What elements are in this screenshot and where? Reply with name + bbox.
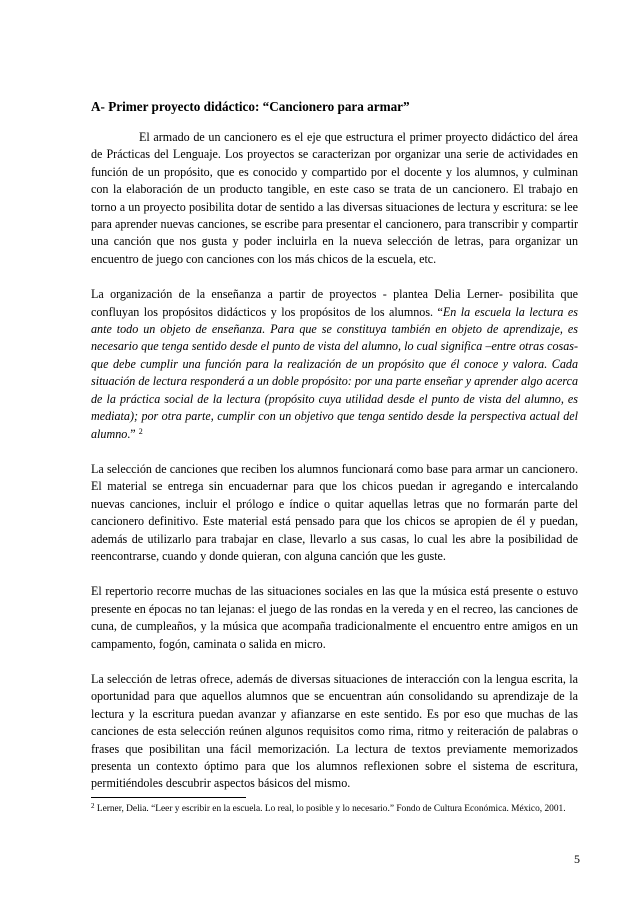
quote-italic-text: En la escuela la lectura es ante todo un objeto de enseñanza. Para que se constituya también en objeto de aprendizaje, es necesario que tenga sentido desde el punto de vista del alumno, lo cual significa –entre otras cosas- que debe cumplir una función para la realización de un propósito que él conoce y valora. Cada situación de lectura responderá a un doble propósito: por una parte enseñar y aprender algo acerca de la práctica social de la lectura (propósito cuya utilidad desde el punto de vista del alumno, es mediata); por otra parte, cumplir con un objetivo que tenga sentido desde la perspectiva actual del alumno — [91, 304, 578, 441]
footnote-separator — [91, 797, 246, 798]
paragraph-project-intro: El armado de un cancionero es el eje que estructura el primer proyecto didáctico del área de Prácticas del Lenguaje. Los proyectos se caracterizan por organizar una serie de actividades en función de un propósito, que es conocido y compartido por el docente y los alumnos, y culminan con la elaboración de un producto tangible, en este caso se trata de un cancionero. El trabajo en torno a un proyecto posibilita dotar de sentido a las diversas situaciones de lectura y escritura: se lee para aprender nuevas canciones, se escribe para presentar el cancionero, para transcribir y compartir una canción que nos gusta y poder incluirla en la nueva selección de letras, para organizar un encuentro de juego con canciones con los más chicos de la escuela, etc. — [91, 130, 578, 266]
footnote-text: Lerner, Delia. “Leer y escribir en la escuela. Lo real, lo posible y lo necesario.” Fondo de Cultura Económica. México, 2001. — [94, 804, 566, 814]
page-number: 5 — [574, 852, 580, 866]
quote-closing: .” — [127, 426, 139, 441]
quote-intro-text: La organización de la enseñanza a partir de proyectos - plantea Delia Lerner- posibilita que confluyan los propósitos didácticos y los propósitos de los alumnos. “ — [91, 287, 578, 319]
paragraph-repertoire: El repertorio recorre muchas de las situaciones sociales en las que la música está presente o estuvo presente en épocas no tan lejanas: el juego de las rondas en la vereda y en el recreo, las canciones de cuna, de cumpleaños, y la música que acompaña tradicionalmente el encuentro entre amigos en un campamento, fogón, caminata o salida en micro. — [91, 584, 578, 651]
footnote-number: 2 — [91, 802, 95, 810]
paragraph-song-selection: La selección de canciones que reciben los alumnos funcionará como base para armar un cancionero. El material se entrega sin encuadernar para que los chicos puedan ir agregando e intercalando nuevas canciones, incluir el prólogo e índice o quitar aquellas letras que no formarán parte del cancionero definitivo. Este material está pensado para que los chicos se apropien de él y puedan, además de utilizarlo para trabajar en clase, llevarlo a sus casas, lo cual les abre la posibilidad de reencontrarse, cuando y donde quieran, con alguna canción que les guste. — [91, 461, 578, 563]
footnote-reference: 2 — [138, 426, 143, 436]
footnote — [91, 802, 578, 816]
section-heading: A- Primer proyecto didáctico: “Cancionero para armar” — [91, 99, 410, 114]
paragraph-lyrics-selection: La selección de letras ofrece, además de diversas situaciones de interacción con la lengua escrita, la oportunidad para que aquellos alumnos que se encuentran aún consolidando su aprendizaje de la lectura y la escritura puedan avanzar y afianzarse en este sentido. Es por eso que muchas de las canciones de esta selección reúnen algunos requisitos como rima, ritmo y reiteración de palabras o frases que posibilitan una fácil memorización. La lectura de textos previamente memorizados presenta un contexto óptimo para que los alumnos reflexionen sobre el sistema de escritura, permitiéndoles descubrir aspectos básicos del mismo. — [91, 671, 578, 791]
paragraph-lerner-quote — [91, 286, 578, 443]
page-body — [91, 98, 578, 811]
